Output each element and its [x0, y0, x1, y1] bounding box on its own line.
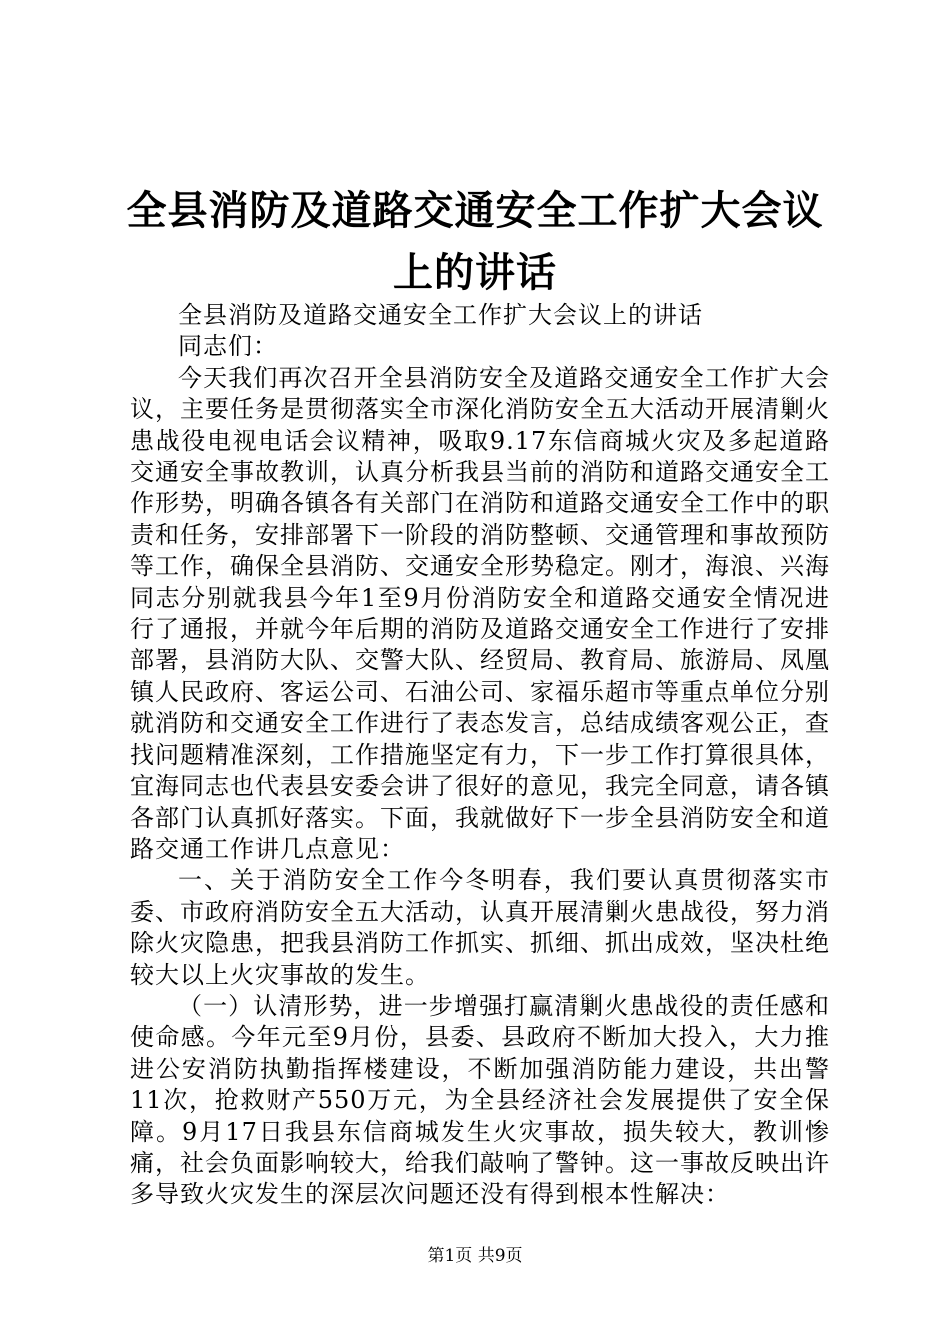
document-title: 全县消防及道路交通安全工作扩大会议上的讲话: [126, 187, 824, 296]
subtitle-paragraph: 全县消防及道路交通安全工作扩大会议上的讲话: [178, 301, 703, 329]
body-paragraph: 今天我们再次召开全县消防安全及道路交通安全工作扩大会议，主要任务是贯彻落实全市深化消防安全五大活动开展清剿火患战役电视电话会议精神，吸取9.17东信商城火灾及多起道路交通安全事故教训，认真分析我县当前的消防和道路交通安全工作形势，明确各镇各有关部门在消防和道路交通安全工作中的职责和任务，安排部署下一阶段的消防整顿、交通管理和事故预防等工作，确保全县消防、交通安全形势稳定。刚才，海浪、兴海同志分别就我县今年1至9月份消防安全和道路交通安全情况进行了通报，并就今年后期的消防及道路交通安全工作进行了安排部署，县消防大队、交警大队、经贸局、教育局、旅游局、凤凰镇人民政府、客运公司、石油公司、家福乐超市等重点单位分别就消防和交通安全工作进行了表态发言，总结成绩客观公正，查找问题精准深刻，工作措施坚定有力，下一步工作打算很具体，宜海同志也代表县安委会讲了很好的意见，我完全同意，请各镇各部门认真抓好落实。下面，我就做好下一步全县消防安全和道路交通工作讲几点意见：: [130, 363, 830, 863]
body-paragraph: 一、关于消防安全工作今冬明春，我们要认真贯彻落实市委、市政府消防安全五大活动，认真开展清剿火患战役，努力消除火灾隐患，把我县消防工作抓实、抓细、抓出成效，坚决杜绝较大以上火灾事故的发生。: [130, 866, 830, 989]
page-footer: 第1页 共9页: [427, 1246, 523, 1266]
body-paragraph: （一）认清形势，进一步增强打赢清剿火患战役的责任感和使命感。今年元至9月份，县委、县政府不断加大投入，大力推进公安消防执勤指挥楼建设，不断加强消防能力建设，共出警11次，抢救财产550万元，为全县经济社会发展提供了安全保障。9月17日我县东信商城发生火灾事故，损失较大，教训惨痛，社会负面影响较大，给我们敲响了警钟。这一事故反映出许多导致火灾发生的深层次问题还没有得到根本性解决：: [130, 991, 830, 1209]
document-body: [130, 300, 830, 1211]
salutation-paragraph: 同志们：: [178, 332, 278, 361]
